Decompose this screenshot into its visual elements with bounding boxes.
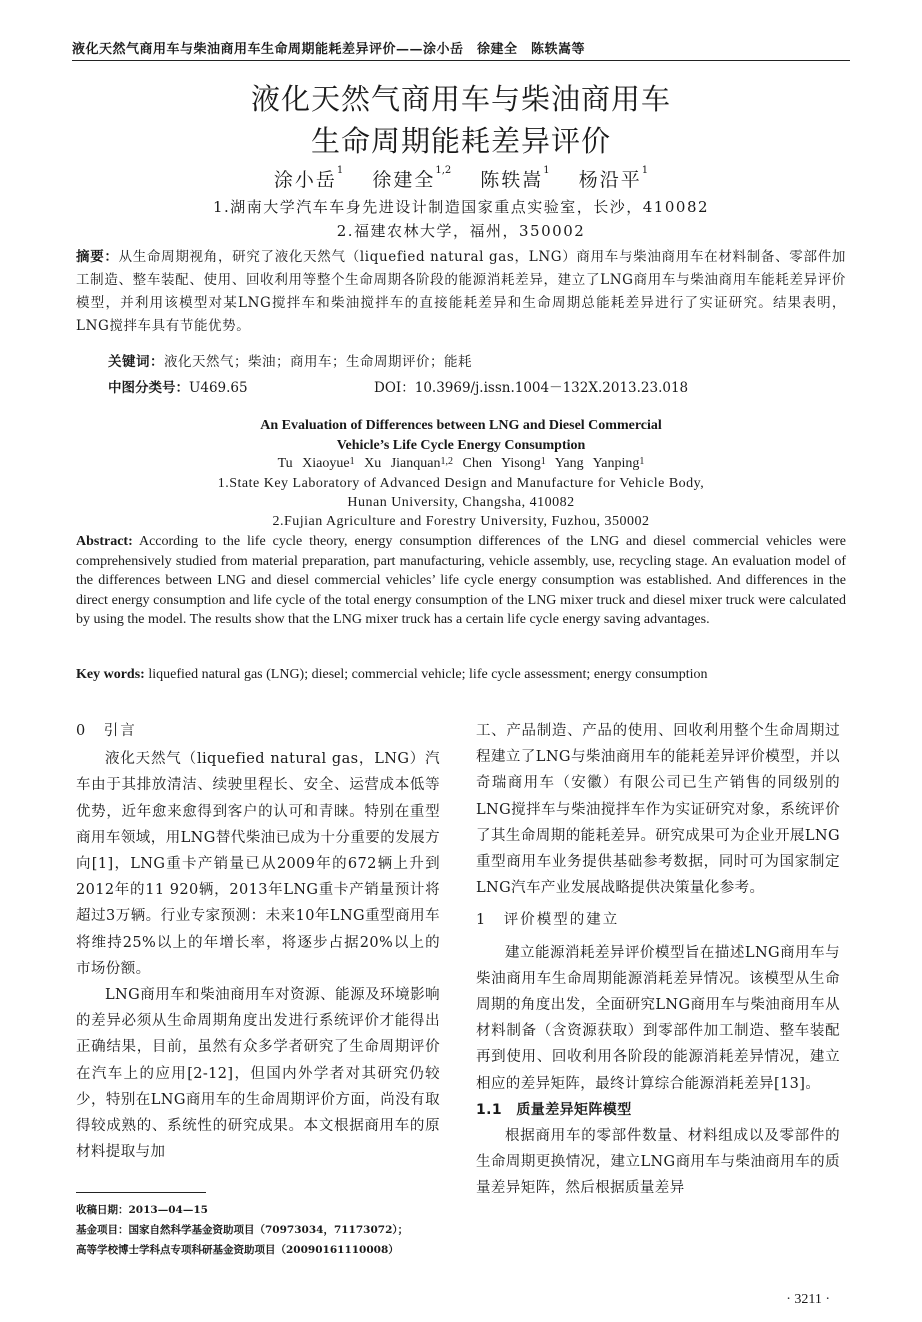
author-name: 徐建全 bbox=[372, 169, 436, 191]
paragraph: 液化天然气（liquefied natural gas，LNG）汽车由于其排放清洁、续驶里程长、安全、运营成本低等优势，近年愈来愈得到客户的认可和青睐。特别在重型商用车领域，用LNG替代柴油已成为十分重要的发展方向[1]，LNG重卡产销量已从2009年的672辆上升到2012年的11 920辆，2013年LNG重卡产销量预计将超过3万辆。行业专家预测：未来10年LNG重型商用车将维持25%以上的年增长率，将逐步占据20%以上的市场份额。 bbox=[76, 751, 440, 977]
clc-label: 中图分类号： bbox=[108, 380, 189, 396]
english-affiliation-2: 2.Fujian Agriculture and Forestry University, Fuzhou, 350002 bbox=[272, 514, 650, 529]
chinese-abstract-label: 摘要： bbox=[76, 249, 119, 265]
footnotes bbox=[76, 1200, 456, 1260]
chinese-title bbox=[72, 78, 850, 162]
english-title-line1: An Evaluation of Differences between LNG and Diesel Commercial bbox=[260, 418, 662, 433]
chinese-affiliation-1: 1.湖南大学汽车车身先进设计制造国家重点实验室，长沙，410082 bbox=[212, 198, 710, 216]
author-affiliation-mark: 1 bbox=[349, 456, 355, 467]
english-keywords bbox=[76, 665, 846, 685]
english-abstract bbox=[76, 532, 846, 630]
author-name: Tu Xiaoyue bbox=[277, 456, 350, 471]
english-authors bbox=[0, 456, 922, 472]
paragraph: LNG商用车和柴油商用车对资源、能源及环境影响的差异必须从生命周期角度出发进行系统评价才能得出正确结果，目前，虽然有众多学者研究了生命周期评价在汽车上的应用[2-12]，但国内外学者对其研究仍较少，特别在LNG商用车的生命周期评价方面，尚没有取得较成熟的、系统性的研究成果。本文根据商用车的原材料提取与加 bbox=[76, 987, 440, 1161]
chinese-authors bbox=[0, 165, 922, 192]
english-title-line2: Vehicle’s Life Cycle Energy Consumption bbox=[336, 438, 586, 453]
paragraph: 建立能源消耗差异评价模型旨在描述LNG商用车与柴油商用车生命周期能源消耗差异情况。该模型从生命周期的角度出发，全面研究LNG商用车与柴油商用车从材料制备（含资源获取）到零部件加工制造、整车装配再到使用、回收利用各阶段的能源消耗差异情况，建立相应的差异矩阵，最终计算综合能源消耗差异[13]。 bbox=[476, 944, 840, 1092]
author-affiliation-mark: 1 bbox=[336, 165, 344, 176]
section-heading-intro: 0 引言 bbox=[76, 723, 137, 739]
clc-value: U469.65 bbox=[189, 380, 248, 396]
chinese-title-line2: 生命周期能耗差异评价 bbox=[310, 124, 611, 158]
author-name: 陈轶嵩 bbox=[480, 169, 544, 191]
author-name: Xu Jianquan bbox=[364, 456, 441, 471]
english-abstract-label: Abstract: bbox=[76, 534, 133, 549]
body-left-column bbox=[76, 718, 440, 1165]
english-keywords-label: Key words: bbox=[76, 667, 145, 682]
author-name: 涂小岳 bbox=[273, 169, 337, 191]
chinese-keywords-text: 液化天然气；柴油；商用车；生命周期评价；能耗 bbox=[164, 354, 472, 370]
section-heading-model: 1 评价模型的建立 bbox=[476, 912, 620, 929]
doi: DOI：10.3969/j.issn.1004－132X.2013.23.018 bbox=[374, 380, 689, 396]
author-affiliation-mark: 1 bbox=[641, 165, 649, 176]
english-title bbox=[0, 416, 922, 456]
classification-row bbox=[108, 376, 846, 396]
author-affiliation-mark: 1 bbox=[639, 456, 645, 467]
footnote-rule bbox=[76, 1192, 206, 1193]
chinese-abstract bbox=[76, 246, 846, 338]
paragraph: 根据商用车的零部件数量、材料组成以及零部件的生命周期更换情况，建立LNG商用车与柴油商用车的质量差异矩阵，然后根据质量差异 bbox=[476, 1128, 840, 1197]
running-head: 液化天然气商用车与柴油商用车生命周期能耗差异评价——涂小岳 徐建全 陈轶嵩等 bbox=[72, 42, 586, 57]
author-affiliation-mark: 1,2 bbox=[435, 165, 452, 176]
header-rule bbox=[72, 60, 850, 61]
author-name: Yang Yanping bbox=[554, 456, 640, 471]
footnote-received: 收稿日期：2013—04—15 bbox=[76, 1204, 208, 1216]
footnote-fund-cont: 高等学校博士学科点专项科研基金资助项目（20090161110008） bbox=[76, 1244, 399, 1256]
footnote-fund: 基金项目：国家自然科学基金资助项目（70973034，71173072）； bbox=[76, 1224, 409, 1236]
author-affiliation-mark: 1,2 bbox=[440, 456, 453, 467]
chinese-keywords bbox=[108, 350, 846, 370]
chinese-affiliation-2: 2.福建农林大学，福州，350002 bbox=[336, 222, 586, 240]
chinese-title-line1: 液化天然气商用车与柴油商用车 bbox=[250, 82, 671, 116]
chinese-keywords-label: 关键词： bbox=[108, 354, 164, 370]
chinese-abstract-text: 从生命周期视角，研究了液化天然气（liquefied natural gas，LNG）商用车与柴油商用车在材料制备、零部件加工制造、整车装配、使用、回收利用等整个生命周期各阶段的能源消耗差异，建立了LNG商用车与柴油商用车能耗差异评价模型，并利用该模型对某LNG搅拌车和柴油搅拌车的直接能耗差异和生命周期总能耗差异进行了实证研究。结果表明，LNG搅拌车具有节能优势。 bbox=[76, 249, 846, 334]
english-affiliation-1: 1.State Key Laboratory of Advanced Design and Manufacture for Vehicle Body, bbox=[217, 476, 705, 491]
english-affiliation-1-cont: Hunan University, Changsha, 410082 bbox=[347, 495, 575, 510]
author-name: 杨沿平 bbox=[578, 169, 642, 191]
author-name: Chen Yisong bbox=[462, 456, 541, 471]
paragraph: 工、产品制造、产品的使用、回收利用整个生命周期过程建立了LNG与柴油商用车的能耗差异评价模型，并以奇瑞商用车（安徽）有限公司已生产销售的同级别的LNG搅拌车与柴油搅拌车作为实证研究对象，系统评价了其生命周期的能耗差异。研究成果可为企业开展LNG重型商用车业务提供基础参考数据，同时可为国家制定LNG汽车产业发展战略提供决策量化参考。 bbox=[476, 723, 840, 897]
author-affiliation-mark: 1 bbox=[540, 456, 546, 467]
author-affiliation-mark: 1 bbox=[543, 165, 550, 176]
body-right-column bbox=[476, 718, 840, 1202]
subsection-heading: 1.1 质量差异矩阵模型 bbox=[476, 1101, 632, 1118]
english-keywords-text: liquefied natural gas (LNG); diesel; commercial vehicle; life cycle assessment; energy consumption bbox=[148, 667, 708, 682]
page-number: · 3211 · bbox=[786, 1292, 830, 1307]
english-abstract-text: According to the life cycle theory, energy consumption differences of the LNG and diesel commercial vehicles were comprehensively studied from material preparation, part manufacturing, vehicle assembly, use, recycling stage. An evaluation model of the differences between LNG and diesel commercial vehicles’ life cycle energy consumption was established. And differences in the direct energy consumption and life cycle of the total energy consumption of the LNG mixer truck and diesel mixer truck were calculated by using the model. The results show that the LNG mixer truck has a certain life cycle energy saving advantages. bbox=[76, 534, 846, 627]
